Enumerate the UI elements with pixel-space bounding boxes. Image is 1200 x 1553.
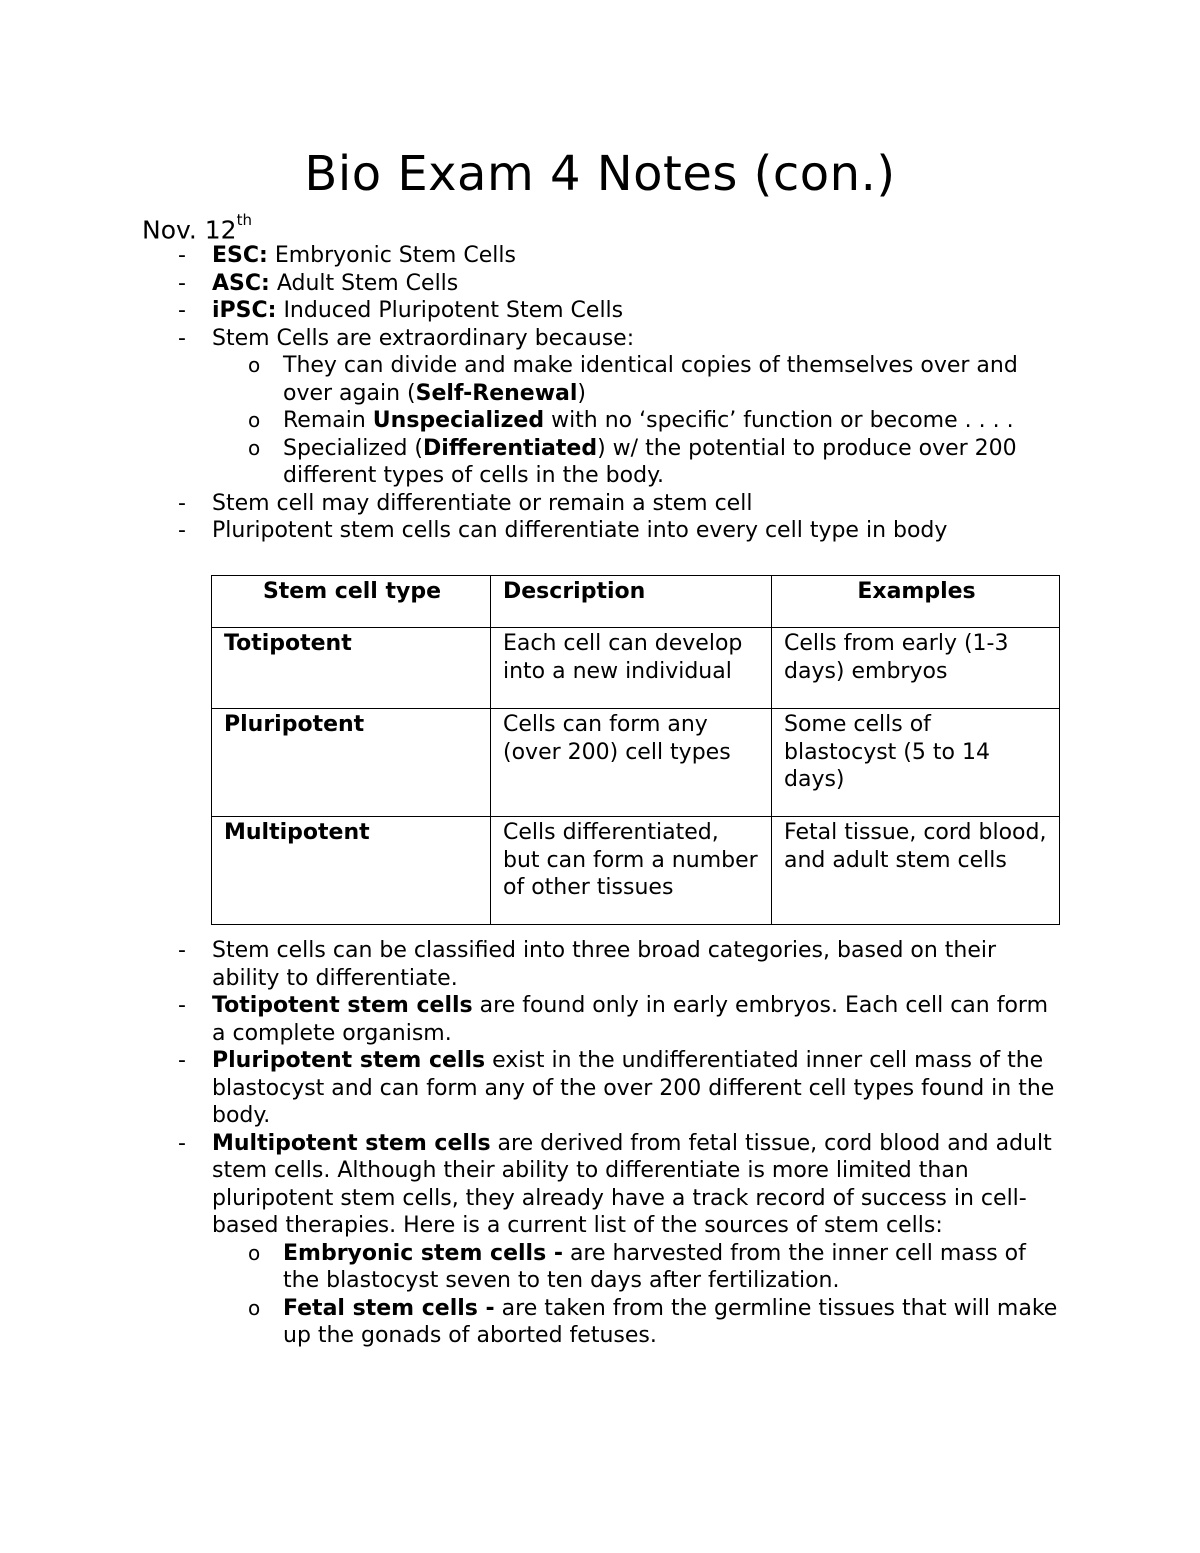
cell-examples: Fetal tissue, cord blood, and adult stem cells	[772, 817, 1060, 925]
type-text: are derived from fetal tissue, cord blood and adult stem cells. Although their ability to differentiate is more limited than pluripotent stem cells, they already have a track record of success in cell-based therapies. Here is a current list of the sources of stem cells:	[212, 1130, 1052, 1238]
list-item-pluripotent-cells	[0, 1047, 1062, 1130]
list-item-categories: - Stem cells can be classified into three broad categories, based on their ability to differentiate.	[0, 937, 1062, 992]
sub-text: ) w/ the potential to produce over 200 different types of cells in the body.	[283, 435, 1017, 488]
header-description: Description	[491, 576, 772, 628]
cell-type	[212, 628, 491, 709]
stem-cell-table	[211, 575, 1060, 925]
sub-item-differentiated	[0, 435, 1063, 490]
list-item-totipotent	[0, 992, 1062, 1047]
sub-bold: Unspecialized	[372, 408, 545, 433]
page-title: Bio Exam 4 Notes (con.)	[304, 146, 896, 202]
type-bold: Multipotent stem cells	[212, 1130, 491, 1156]
type-bold: Pluripotent stem cells	[212, 1048, 486, 1073]
table-row	[212, 709, 1060, 817]
header-examples: Examples	[772, 576, 1060, 628]
sub-text: with no ‘specific’ function or become . . . .	[544, 408, 1014, 433]
definition-esc: Embryonic Stem Cells	[267, 243, 516, 268]
term-asc: ASC:	[212, 270, 270, 296]
sub-item-fetal	[0, 1295, 1063, 1350]
cell-examples: Some cells of blastocyst (5 to 14 days)	[772, 709, 1060, 817]
notes-list-top	[0, 242, 1200, 545]
cell-description: Cells differentiated, but can form a number of other tissues	[491, 817, 772, 925]
list-item-differentiate: - Stem cell may differentiate or remain a stem cell	[0, 490, 1062, 518]
table-row	[212, 817, 1060, 925]
list-item-asc	[0, 270, 1062, 298]
list-item-extraordinary: - Stem Cells are extraordinary because:	[0, 325, 1062, 353]
list-item-esc	[0, 242, 1062, 270]
sub-item-unspecialized	[0, 407, 1063, 435]
source-text: are harvested from the inner cell mass of the blastocyst seven to ten days after fertilization.	[283, 1240, 1026, 1293]
notes-list-bottom	[0, 937, 1200, 1350]
cell-description: Each cell can develop into a new individual	[491, 628, 772, 709]
list-item-multipotent	[0, 1130, 1062, 1240]
term-ipsc: iPSC:	[212, 298, 277, 323]
type-text: are found only in early embryos. Each cell can form a complete organism.	[212, 993, 1049, 1046]
type-label: Pluripotent	[224, 712, 365, 737]
type-text: exist in the undifferentiated inner cell mass of the blastocyst and can form any of the over 200 different cell types found in the body.	[212, 1048, 1055, 1128]
table-row	[212, 628, 1060, 709]
cell-type	[212, 709, 491, 817]
header-stem-cell-type: Stem cell type	[212, 576, 491, 628]
type-label: Totipotent	[224, 631, 352, 656]
sub-text: They can divide and make identical copies of themselves over and over again (	[283, 353, 1018, 406]
sub-text: Specialized (	[283, 435, 424, 461]
type-bold: Totipotent stem cells	[212, 993, 473, 1018]
date-text: Nov. 12	[142, 215, 237, 245]
sub-item-self-renewal	[0, 352, 1063, 407]
sub-text: Remain	[283, 408, 373, 433]
term-esc: ESC:	[212, 243, 268, 268]
source-bold: Fetal stem cells -	[283, 1295, 495, 1321]
source-bold: Embryonic stem cells -	[283, 1240, 563, 1266]
cell-examples: Cells from early (1-3 days) embryos	[772, 628, 1060, 709]
sub-item-embryonic	[0, 1240, 1063, 1295]
list-item-pluripotent: - Pluripotent stem cells can differentiate into every cell type in body	[0, 517, 1062, 545]
table-header-row	[212, 576, 1060, 628]
date-suffix: th	[236, 211, 252, 229]
definition-ipsc: Induced Pluripotent Stem Cells	[276, 298, 624, 323]
type-label: Multipotent	[224, 820, 370, 845]
cell-type	[212, 817, 491, 925]
sub-bold: Differentiated	[423, 435, 598, 461]
sub-bold: Self-Renewal	[415, 380, 578, 406]
source-text: are taken from the germline tissues that will make up the gonads of aborted fetuses.	[283, 1295, 1058, 1348]
cell-description: Cells can form any (over 200) cell types	[491, 709, 772, 817]
sub-text: )	[577, 380, 586, 406]
definition-asc: Adult Stem Cells	[269, 270, 459, 296]
list-item-ipsc	[0, 297, 1062, 325]
